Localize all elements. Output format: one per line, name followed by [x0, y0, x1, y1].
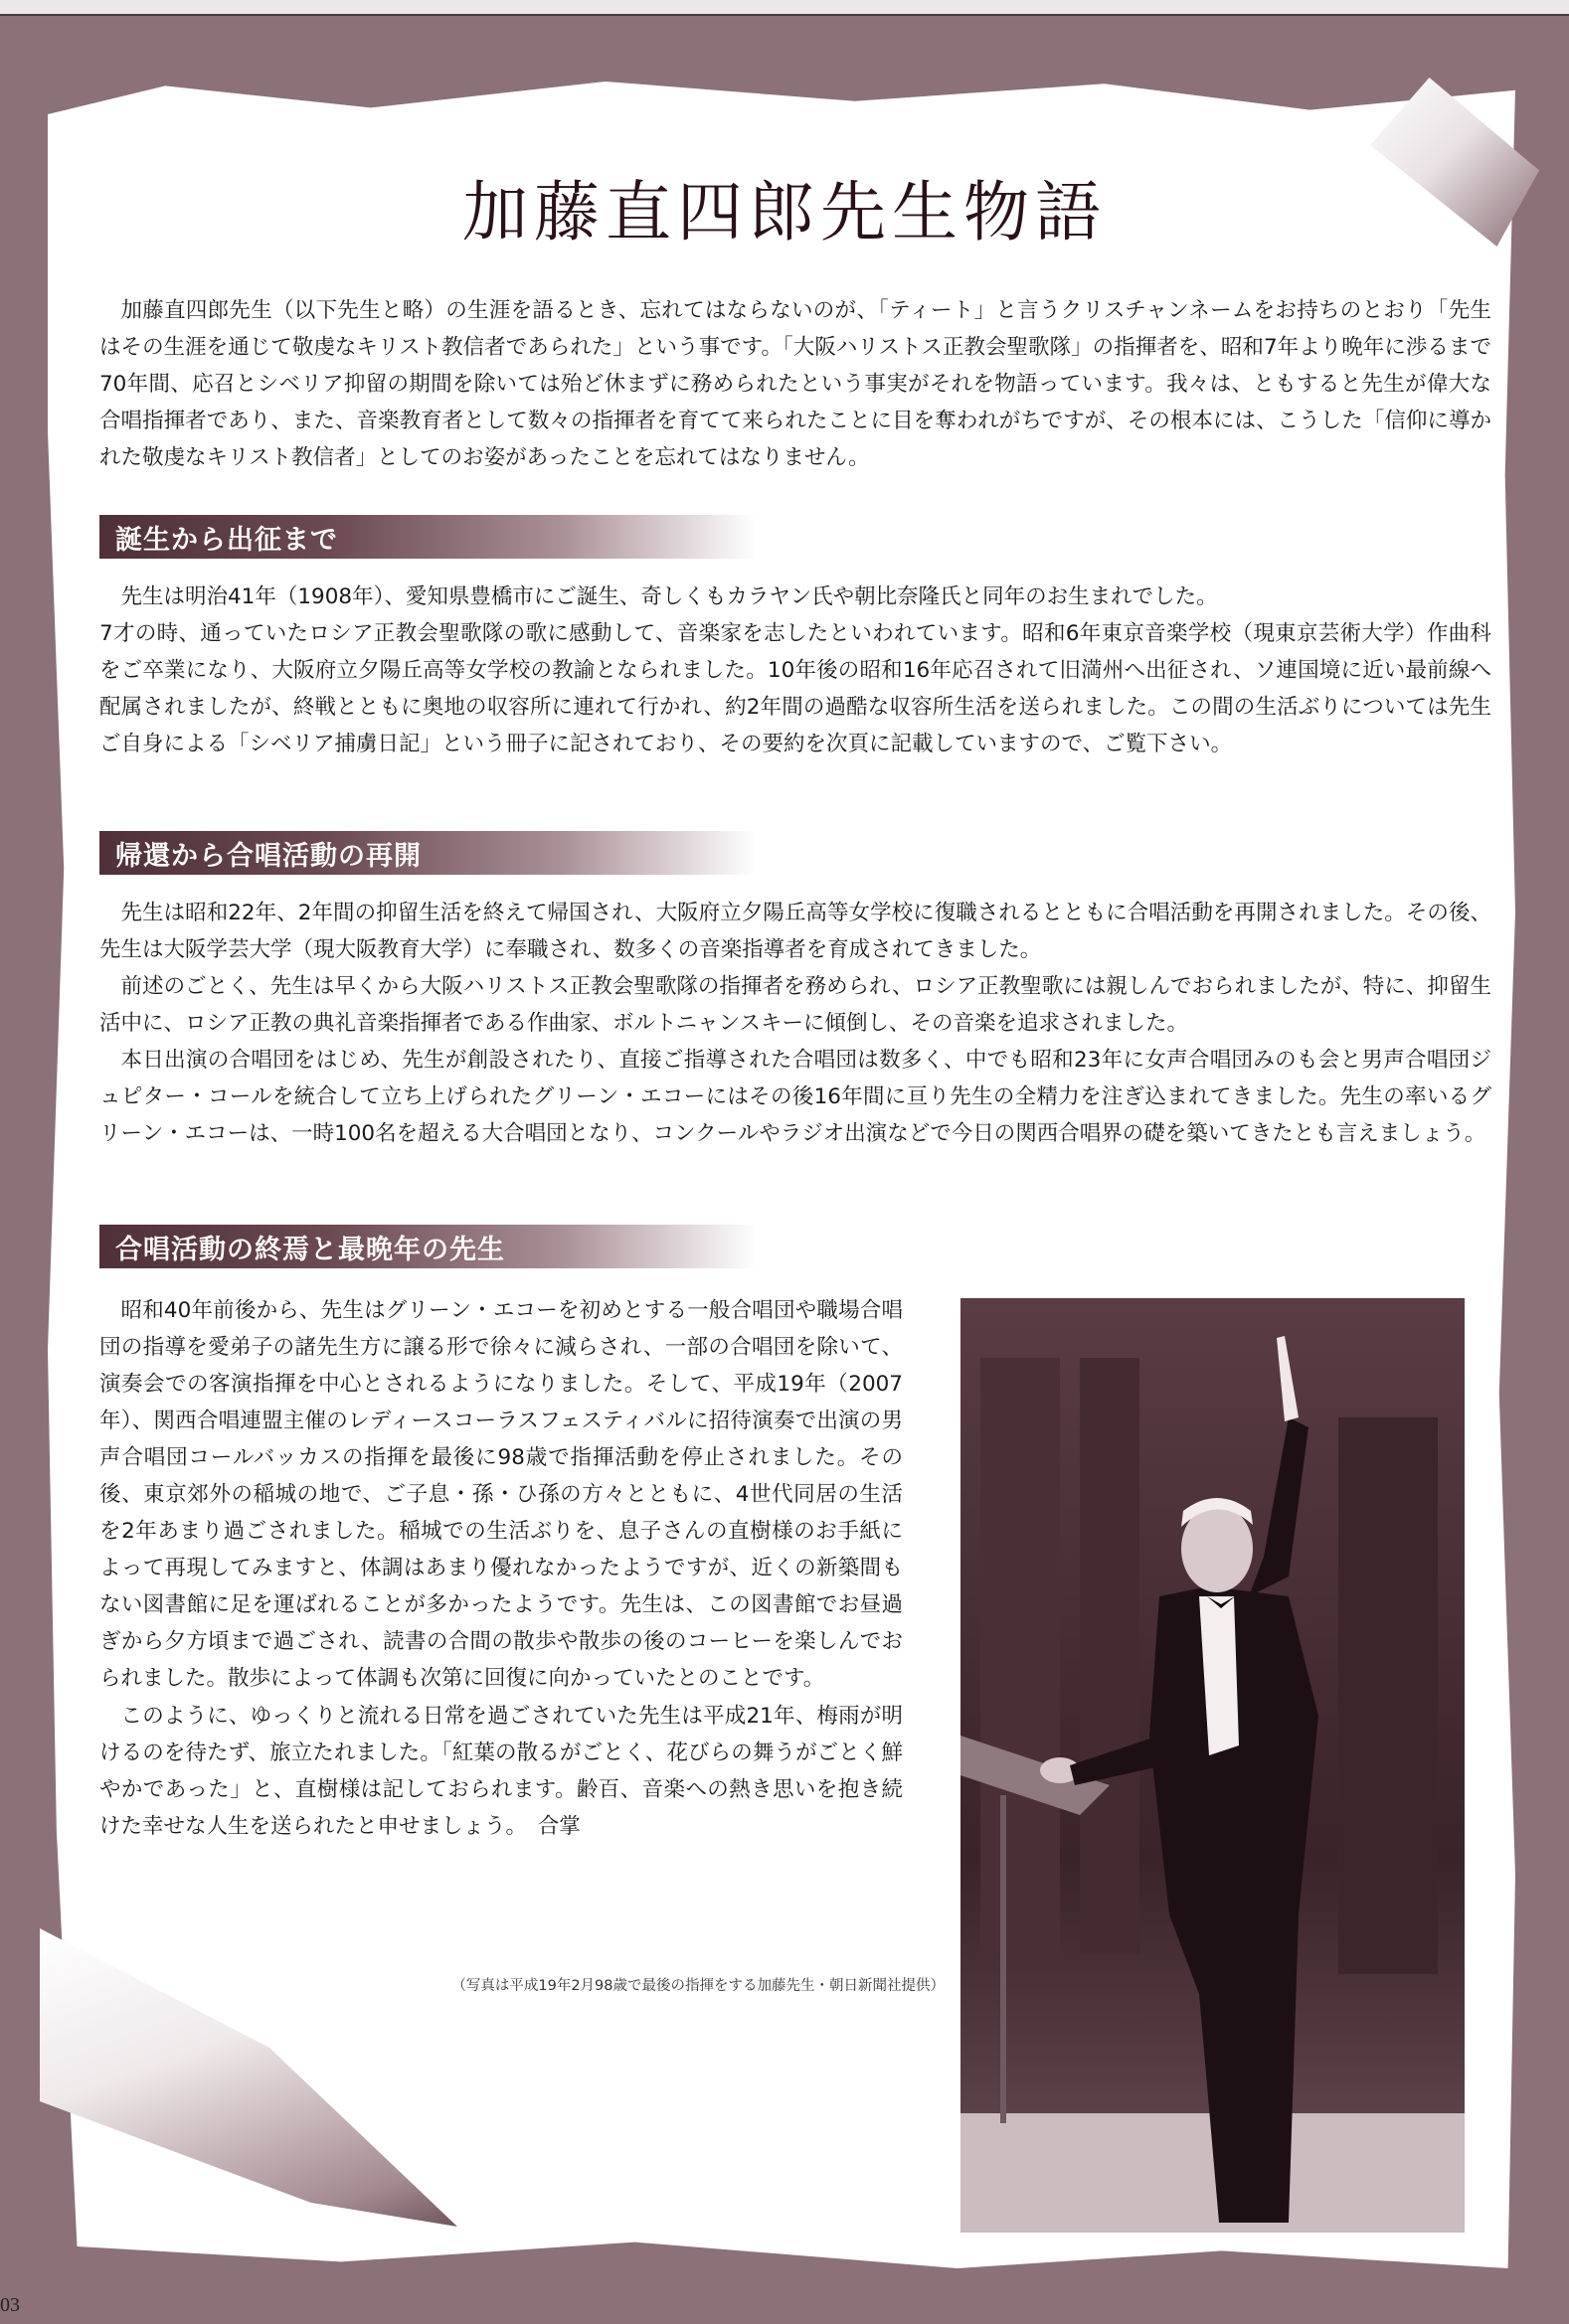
section-heading-text: 合唱活動の終焉と最晩年の先生: [115, 1234, 505, 1265]
section3-paragraph-2: このように、ゆっくりと流れる日常を過ごされていた先生は平成21年、梅雨が明けるのを待たず、旅立たれました。「紅葉の散るがごとく、花びらの舞うがごとく鮮やかであった」と、直樹様は記しておられます。齢百、音楽への熱き思いを抱き続けた幸せな人生を送られたと申せましょう。 合掌: [99, 1704, 903, 1839]
conductor-photo-illustration: [960, 1298, 1465, 2233]
section-heading-birth: [99, 515, 756, 559]
section1-paragraph-2: 7才の時、通っていたロシア正教会聖歌隊の歌に感動して、音楽家を志したといわれています。昭和6年東京音楽学校（現東京芸術大学）作曲科をご卒業になり、大阪府立夕陽丘高等女学校の教諭となられました。10年後の昭和16年応召されて旧満州へ出征され、ソ連国境に近い最前線へ配属されましたが、終戦とともに奥地の収容所に連れて行かれ、約2年間の過酷な収容所生活を送られました。この間の生活ぶりについては先生ご自身による「シベリア捕虜日記」という冊子に記されており、その要約を次頁に記載していますので、ご覧下さい。: [99, 621, 1491, 756]
section1-paragraph-1: 先生は明治41年（1908年）、愛知県豊橋市にご誕生、奇しくもカラヤン氏や朝比奈隆氏と同年のお生まれでした。: [120, 584, 1218, 609]
section-heading-text: 誕生から出征まで: [115, 524, 338, 556]
section2-paragraph-3: 本日出演の合唱団をはじめ、先生が創設されたり、直接ご指導された合唱団は数多く、中でも昭和23年に女声合唱団みのも会と男声合唱団ジュピター・コールを統合して立ち上げられたグリーン・エコーにはその後16年間に亘り先生の全精力を注ぎ込まれてきました。先生の率いるグリーン・エコーは、一時100名を超える大合唱団となり、コンクールやラジオ出演などで今日の関西合唱界の礎を築いてきたとも言えましょう。: [99, 1048, 1491, 1146]
section3-paragraph-1: 昭和40年前後から、先生はグリーン・エコーを初めとする一般合唱団や職場合唱団の指導を愛弟子の諸先生方に譲る形で徐々に減らされ、一部の合唱団を除いて、演奏会での客演指揮を中心とされるようになりました。そして、平成19年（2007年）、関西合唱連盟主催のレディースコーラスフェスティバルに招待演奏で出演の男声合唱団コールバッカスの指揮を最後に98歳で指揮活動を停止されました。その後、東京郊外の稲城の地で、ご子息・孫・ひ孫の方々とともに、4世代同居の生活を2年あまり過ごされました。稲城での生活ぶりを、息子さんの直樹様のお手紙によって再現してみますと、体調はあまり優れなかったようですが、近くの新築間もない図書館に足を運ばれることが多かったようです。先生は、この図書館でお昼過ぎから夕方頃まで過ごされ、読書の合間の散歩や散歩の後のコーヒーを楽しんでおられました。散歩によって体調も次第に回復に向かっていたとのことです。: [99, 1298, 903, 1691]
section-heading-text: 帰還から合唱活動の再開: [115, 840, 422, 872]
section-heading-return: [99, 831, 756, 875]
section2-paragraph-1: 先生は昭和22年、2年間の抑留生活を終えて帰国され、大阪府立夕陽丘高等女学校に復職されるとともに合唱活動を再開されました。その後、先生は大阪学芸大学（現大阪教育大学）に奉職され、数多くの音楽指導者を育成されてきました。: [99, 901, 1491, 962]
section-heading-final-years: [99, 1225, 756, 1268]
page-number: 03: [0, 2294, 20, 2316]
conductor-photo: [960, 1298, 1465, 2233]
page-title: 加藤直四郎先生物語: [462, 174, 1107, 250]
top-band: [0, 0, 1569, 16]
photo-caption: （写真は平成19年2月98歳で最後の指揮をする加藤先生・朝日新聞社提供）: [451, 1978, 945, 1994]
intro-paragraph: 加藤直四郎先生（以下先生と略）の生涯を語るとき、忘れてはならないのが、「ティート」と言うクリスチャンネームをお持ちのとおり「先生はその生涯を通じて敬虔なキリスト教信者であられた」という事です。「大阪ハリストス正教会聖歌隊」の指揮者を、昭和7年より晩年に渉るまで70年間、応召とシベリア抑留の期間を除いては殆ど休まずに務められたという事実がそれを物語っています。我々は、ともすると先生が偉大な合唱指揮者であり、また、音楽教育者として数々の指揮者を育てて来られたことに目を奪われがちですが、その根本には、こうした「信仰に導かれた敬虔なキリスト教信者」としてのお姿があったことを忘れてはなりません。: [99, 298, 1491, 470]
section2-paragraph-2: 前述のごとく、先生は早くから大阪ハリストス正教会聖歌隊の指揮者を務められ、ロシア正教聖歌には親しんでおられましたが、特に、抑留生活中に、ロシア正教の典礼音楽指揮者である作曲家、ボルトニャンスキーに傾倒し、その音楽を追求されました。: [99, 974, 1491, 1036]
